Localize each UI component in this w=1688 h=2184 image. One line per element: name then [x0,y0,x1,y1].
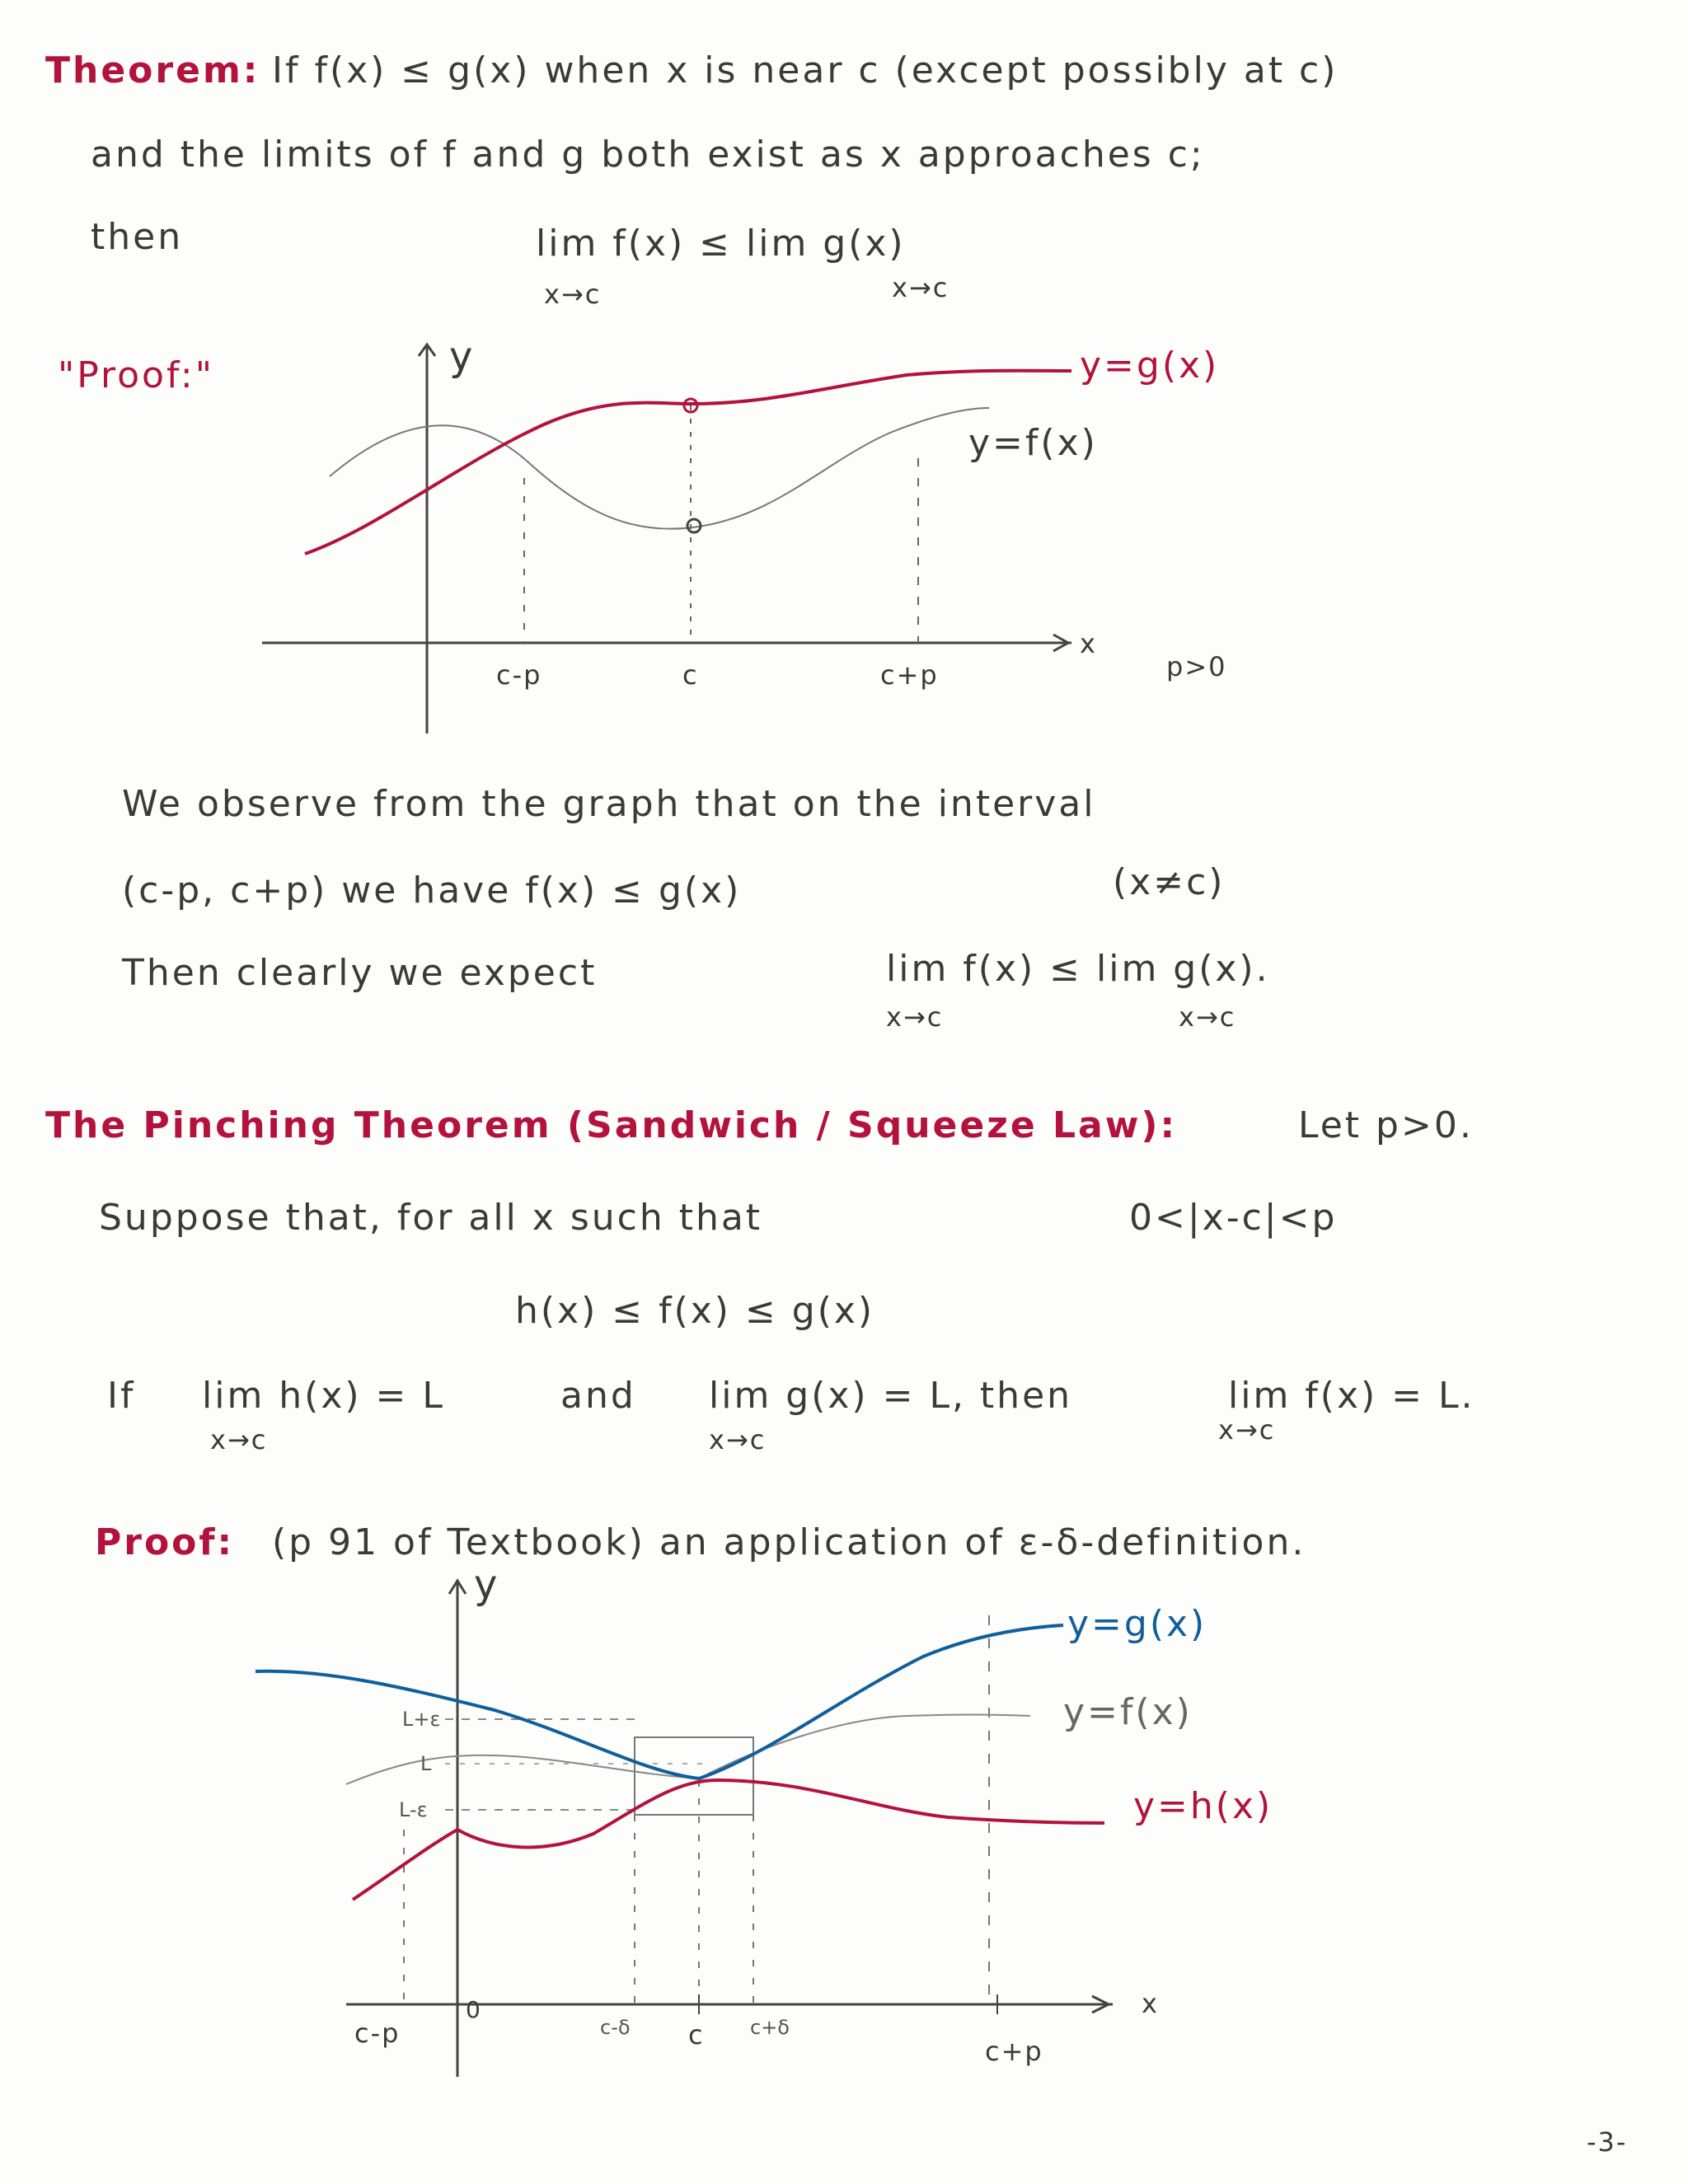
theorem-then: then [91,216,184,258]
proof2-xtick-c: c [688,2019,705,2050]
proof2-f-label: y=f(x) [1063,1691,1193,1733]
proof1-obs3-sub-left: x→c [886,1001,944,1033]
proof2-xtick-cminusdelta: c-δ [600,2016,631,2039]
proof1-label: "Proof:" [58,354,214,396]
proof2-label: Proof: [95,1521,235,1563]
pinching-let: Let p>0. [1298,1104,1474,1146]
proof1-p-note: p>0 [1166,651,1227,682]
proof2-delta-box [635,1737,753,1815]
proof2-h-curve [353,1780,1104,1900]
proof1-f-label: y=f(x) [968,422,1098,464]
proof1-tick-cminusp: c-p [496,659,542,691]
pinching-sub-g: x→c [709,1424,767,1455]
proof1-obs2a: (c-p, c+p) we have f(x) ≤ g(x) [122,869,742,912]
proof1-obs3a: Then clearly we expect [122,952,598,994]
proof2-xtick-cplusdelta: c+δ [750,2016,790,2039]
pinching-lim-f: lim f(x) = L. [1228,1375,1475,1417]
page-number: -3- [1587,2126,1628,2158]
proof2-ref: (p 91 of Textbook) an application of ε-δ-definition. [272,1521,1306,1563]
proof2-y-label: y [474,1562,500,1608]
proof1-y-label: y [449,334,476,380]
proof2-ytick-L: L [420,1752,432,1775]
proof2-h-label: y=h(x) [1133,1785,1273,1827]
proof1-obs3b: lim f(x) ≤ lim g(x). [886,948,1270,990]
proof1-tick-cplusp: c+p [880,659,939,691]
pinching-suppose: Suppose that, for all x such that [99,1197,763,1239]
proof2-ytick-Lminus: L-ε [399,1798,428,1821]
proof1-obs2b: (x≠c) [1113,861,1226,903]
proof2-g-label: y=g(x) [1067,1603,1207,1645]
theorem-limit-sub-left: x→c [544,279,602,310]
theorem-limit-sub-right: x→c [892,272,950,303]
pinching-condition: 0<|x-c|<p [1129,1197,1338,1239]
theorem-line1: If f(x) ≤ g(x) when x is near c (except possibly at c) [272,49,1339,91]
pinching-if: If [107,1375,136,1417]
proof1-tick-c: c [682,659,699,691]
pinching-lim-h: lim h(x) = L [202,1375,445,1417]
proof2-xtick-cplusp: c+p [985,2036,1043,2067]
theorem-line2: and the limits of f and g both exist as x approaches c; [91,134,1205,176]
theorem-title: Theorem: [45,49,260,91]
proof2-x-label: x [1142,1988,1159,2019]
proof2-g-curve [256,1625,1063,1779]
pinching-title: The Pinching Theorem (Sandwich / Squeeze Law): [45,1104,1178,1146]
proof2-f-curve [346,1715,1030,1785]
pinching-sub-h: x→c [210,1424,268,1455]
pinching-sub-f: x→c [1218,1414,1276,1446]
proof1-obs1: We observe from the graph that on the interval [122,783,1096,825]
pinching-inequality: h(x) ≤ f(x) ≤ g(x) [515,1290,875,1332]
pinching-and: and [560,1375,636,1417]
pinching-lim-g: lim g(x) = L, then [709,1375,1073,1417]
proof2-xtick-cminusp: c-p [354,2018,401,2049]
proof2-xtick-zero: 0 [466,1996,482,2023]
proof1-obs3-sub-right: x→c [1179,1001,1236,1033]
theorem-limit: lim f(x) ≤ lim g(x) [536,223,906,265]
proof2-ytick-Lplus: L+ε [402,1708,441,1731]
proof1-g-label: y=g(x) [1080,344,1220,387]
proof1-x-label: x [1080,628,1097,659]
